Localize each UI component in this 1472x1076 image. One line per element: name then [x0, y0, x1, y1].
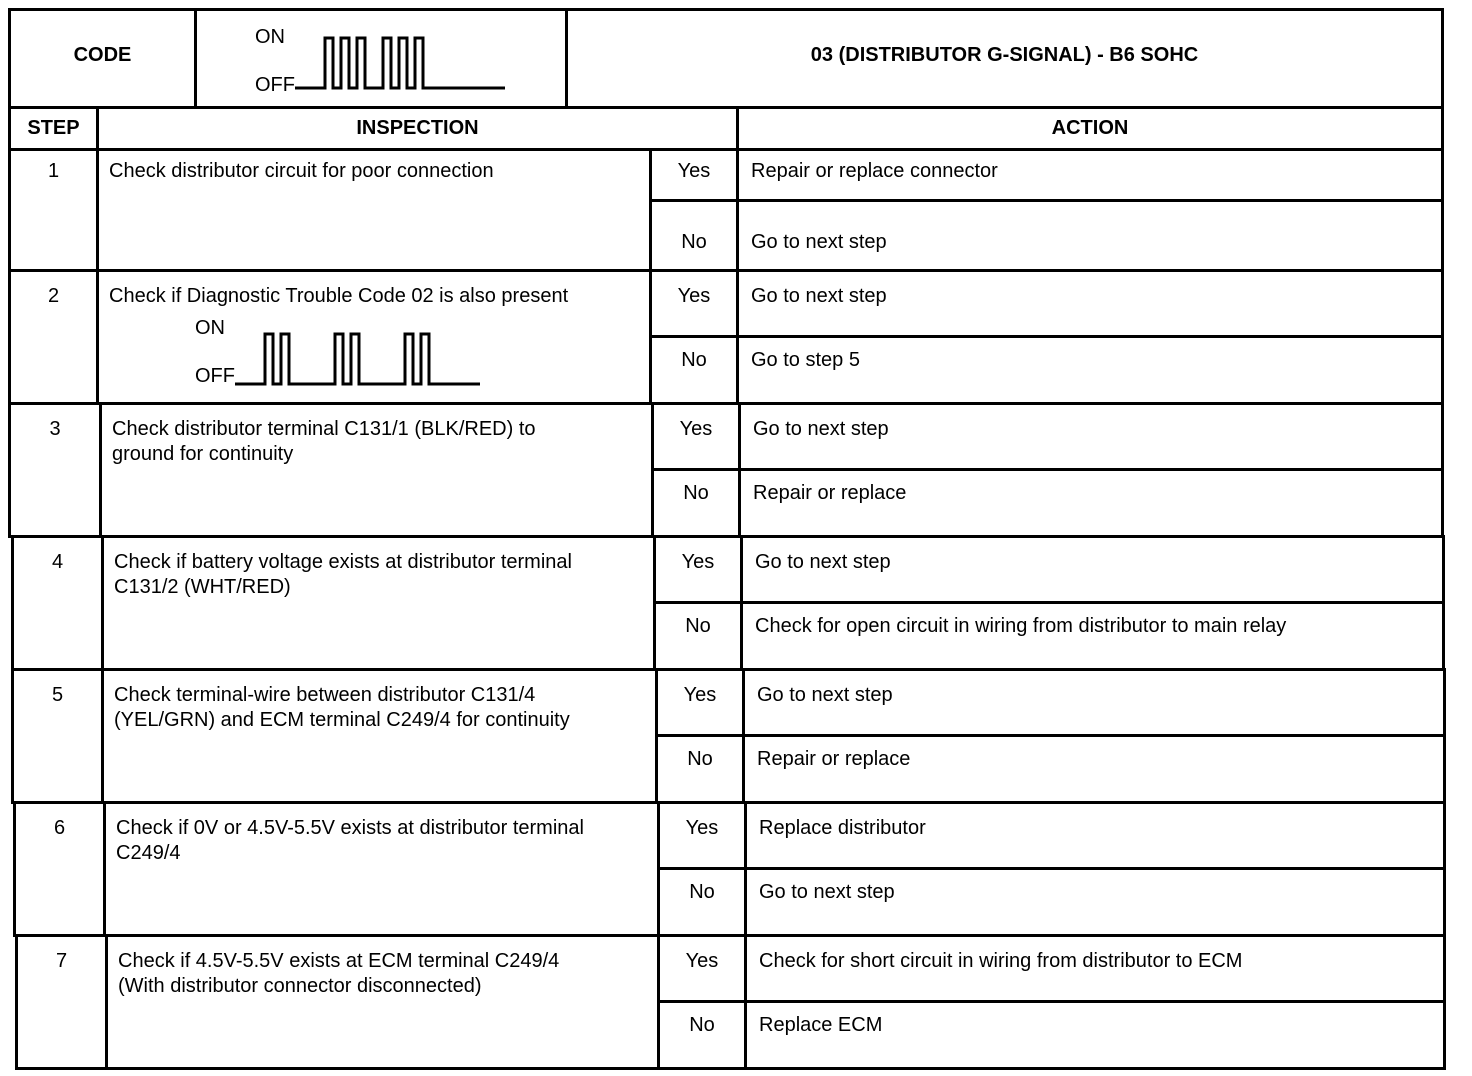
yes-label-cell-7: Yes	[657, 934, 747, 1003]
inspection-cell-7: Check if 4.5V-5.5V exists at ECM terminal C249/4 (With distributor connector disconnected)	[105, 934, 660, 1070]
inspection-cell-5: Check terminal-wire between distributor C131/4 (YEL/GRN) and ECM terminal C249/4 for continuity	[101, 668, 658, 804]
code-title-cell	[565, 8, 1444, 109]
yes-action-cell-4: Go to next step	[740, 535, 1445, 604]
code-label-cell	[8, 8, 197, 109]
code-title: 03 (DISTRIBUTOR G-SIGNAL) - B6 SOHC	[810, 44, 1199, 66]
no-action-cell-3: Repair or replace	[738, 468, 1444, 538]
step-cell-3: 3	[8, 402, 102, 538]
step-column-header: STEP	[8, 106, 99, 151]
yes-label-cell-2: Yes	[649, 269, 739, 338]
step-cell-7: 7	[15, 934, 108, 1070]
step-cell-4: 4	[11, 535, 104, 671]
inspection-cell-1: Check distributor circuit for poor connection	[96, 148, 652, 272]
no-label-cell-1: No	[649, 199, 739, 272]
no-label-cell-3: No	[651, 468, 741, 538]
step-cell-6: 6	[13, 801, 106, 937]
code-label: CODE	[73, 44, 132, 66]
step-cell-5: 5	[11, 668, 104, 804]
inspection-cell-2: Check if Diagnostic Trouble Code 02 is also present ON OFF	[96, 269, 652, 405]
no-label-cell-2: No	[649, 335, 739, 405]
no-action-cell-1: Go to next step	[736, 199, 1444, 272]
yes-action-cell-6: Replace distributor	[744, 801, 1446, 870]
step-cell-2: 2	[8, 269, 99, 405]
dtc02-pulse-waveform-icon	[235, 329, 485, 389]
action-column-header: ACTION	[736, 106, 1444, 151]
no-action-cell-5: Repair or replace	[742, 734, 1446, 804]
yes-label-cell-4: Yes	[653, 535, 743, 604]
yes-label-cell-1: Yes	[649, 148, 739, 202]
pulse-waveform-icon	[295, 33, 525, 93]
yes-action-cell-5: Go to next step	[742, 668, 1446, 737]
no-label-cell-5: No	[655, 734, 745, 804]
waveform-off-label: OFF	[255, 74, 295, 96]
inspection-cell-6: Check if 0V or 4.5V-5.5V exists at distributor terminal C249/4	[103, 801, 660, 937]
yes-action-cell-7: Check for short circuit in wiring from distributor to ECM	[744, 934, 1446, 1003]
yes-action-cell-2: Go to next step	[736, 269, 1444, 338]
code-waveform-cell	[194, 8, 568, 109]
no-action-cell-7: Replace ECM	[744, 1000, 1446, 1070]
no-action-cell-6: Go to next step	[744, 867, 1446, 937]
inspection-cell-4: Check if battery voltage exists at distributor terminal C131/2 (WHT/RED)	[101, 535, 656, 671]
diagnostic-table	[8, 8, 1446, 1070]
dtc02-on-label: ON	[195, 317, 225, 339]
no-action-cell-2: Go to step 5	[736, 335, 1444, 405]
no-action-cell-4: Check for open circuit in wiring from distributor to main relay	[740, 601, 1445, 671]
no-label-cell-4: No	[653, 601, 743, 671]
yes-action-cell-3: Go to next step	[738, 402, 1444, 471]
no-label-cell-7: No	[657, 1000, 747, 1070]
yes-action-cell-1: Repair or replace connector	[736, 148, 1444, 202]
waveform-on-label: ON	[255, 26, 285, 48]
dtc02-off-label: OFF	[195, 365, 235, 387]
inspection-cell-3: Check distributor terminal C131/1 (BLK/RED) to ground for continuity	[99, 402, 654, 538]
yes-label-cell-3: Yes	[651, 402, 741, 471]
step-cell-1: 1	[8, 148, 99, 272]
yes-label-cell-6: Yes	[657, 801, 747, 870]
inspection-column-header: INSPECTION	[96, 106, 739, 151]
no-label-cell-6: No	[657, 867, 747, 937]
yes-label-cell-5: Yes	[655, 668, 745, 737]
